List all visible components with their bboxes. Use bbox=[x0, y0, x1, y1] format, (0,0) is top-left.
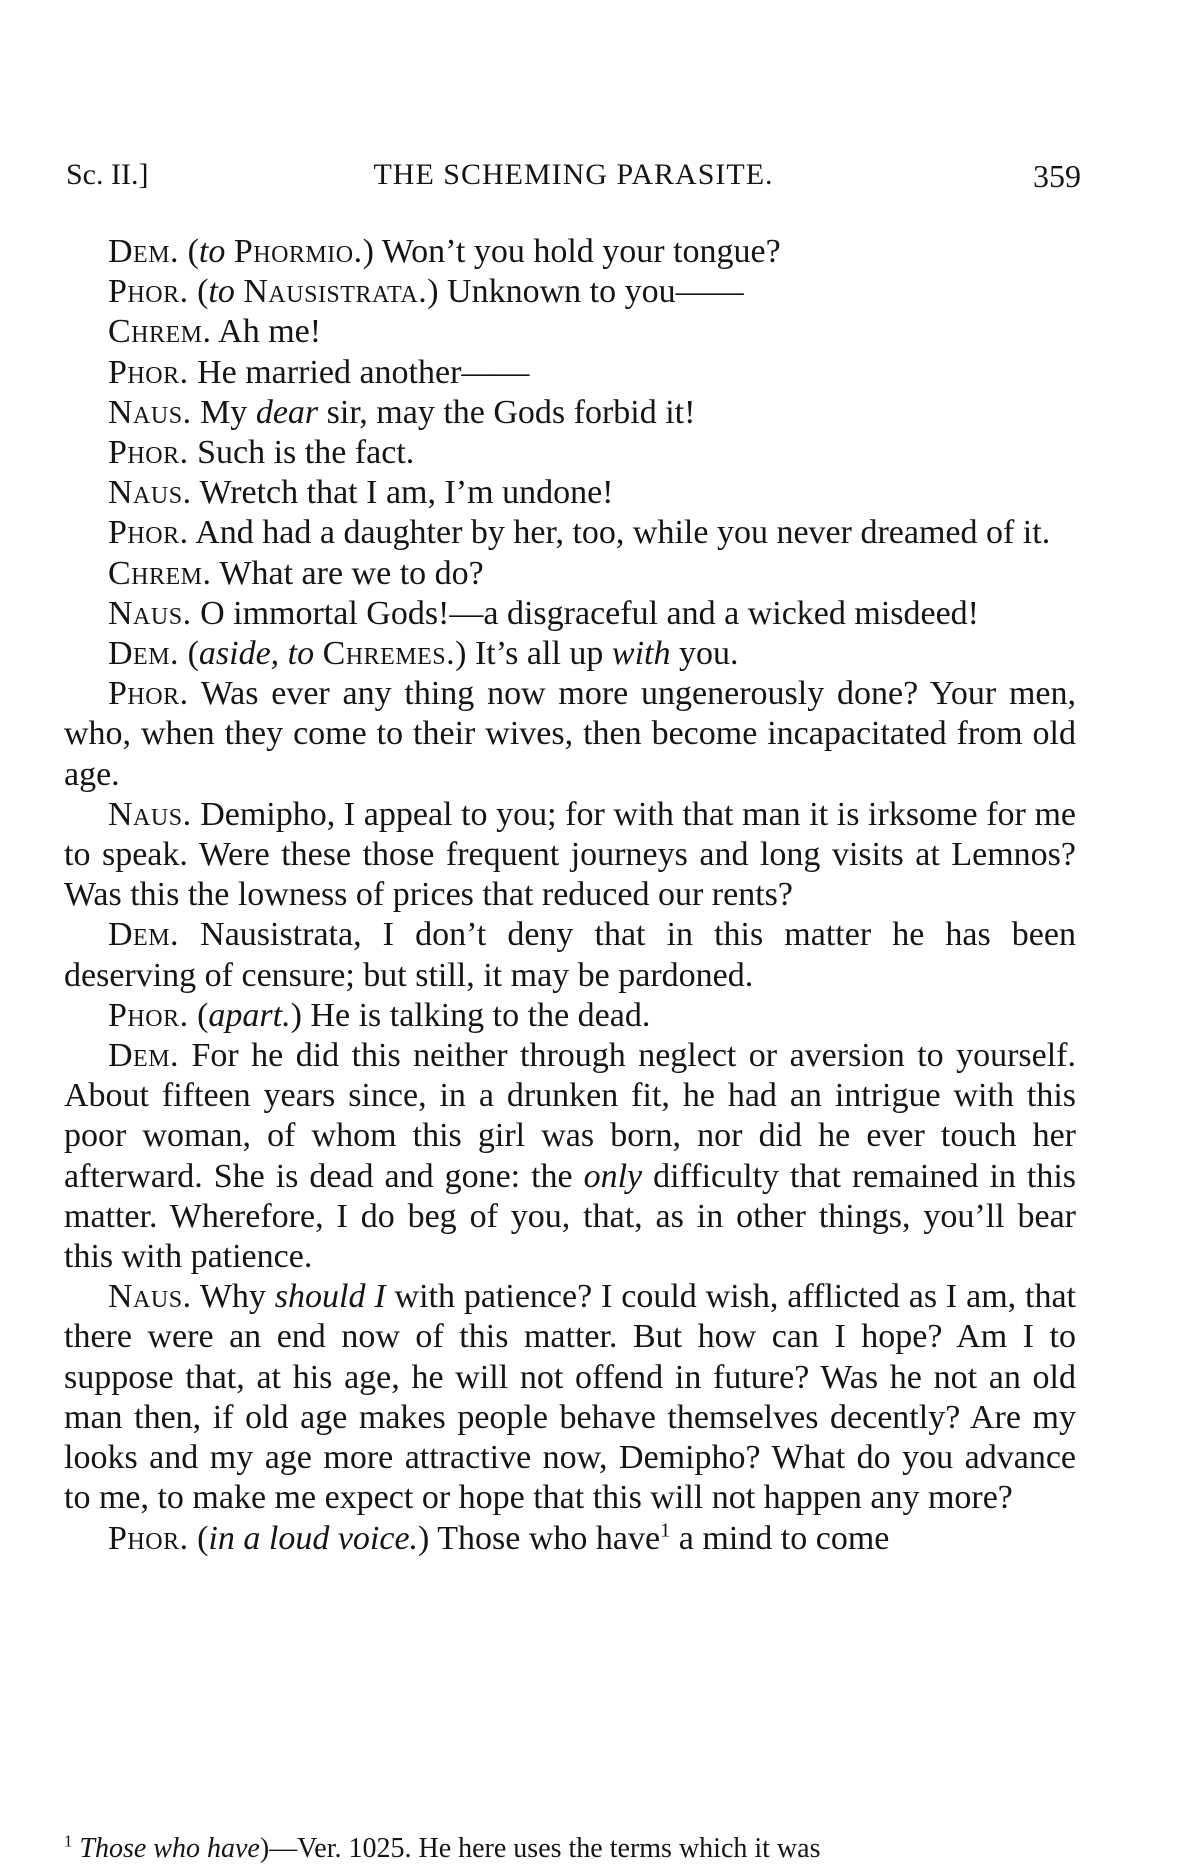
speech-text: Such is the fact. bbox=[188, 434, 415, 472]
speech-text: ( bbox=[179, 233, 199, 270]
speech-paragraph bbox=[64, 272, 1076, 312]
speech-text: ) Won’t you hold your tongue? bbox=[362, 233, 781, 270]
speech-text: Ah me! bbox=[211, 313, 322, 351]
speech-text: ( bbox=[188, 273, 209, 311]
speech-paragraph bbox=[64, 634, 1076, 674]
speech-paragraph bbox=[64, 393, 1076, 433]
speech-text: Wretch that I am, I’m undone! bbox=[191, 474, 614, 512]
speech-text: ( bbox=[179, 635, 199, 673]
speech-paragraph bbox=[64, 795, 1076, 916]
speech-text: What are we to do? bbox=[211, 554, 484, 592]
speech-paragraph bbox=[64, 996, 1076, 1036]
speaker-name: Phor. bbox=[108, 514, 189, 552]
speech-text: And had a daughter by her, too, while you never dreamed of it. bbox=[188, 514, 1051, 552]
speaker-name: Naus. bbox=[108, 474, 192, 512]
speech-text: Nausistrata, I don’t deny that in this matter he has been deserving of censure; but still, it may be pardoned. bbox=[64, 916, 1076, 994]
speech-paragraph bbox=[64, 353, 1076, 393]
speaker-name: Dem. bbox=[108, 1037, 180, 1075]
speech-text: you. bbox=[670, 635, 739, 673]
speech-text: ) Those who have bbox=[418, 1519, 661, 1557]
italic-text: to bbox=[198, 233, 226, 270]
speech-paragraph bbox=[64, 513, 1076, 553]
speech-text: Was ever any thing now more ungenerously done? Your men, who, when they come to their wives, then become incapacitated from old age. bbox=[64, 675, 1076, 793]
speaker-name: Phor. bbox=[108, 353, 189, 391]
footnote-lemma: Those who have bbox=[79, 1833, 260, 1864]
italic-text: should I bbox=[274, 1278, 386, 1316]
italic-text: with bbox=[611, 635, 671, 673]
speech-text: sir, may the Gods forbid it! bbox=[318, 393, 696, 431]
speech-text: ) He is talking to the dead. bbox=[290, 996, 651, 1034]
dialogue-body bbox=[64, 232, 1076, 1559]
speech-text: ) It’s all up bbox=[455, 635, 612, 673]
speech-text: My bbox=[191, 393, 256, 431]
speech-text: He married another—— bbox=[188, 353, 530, 391]
italic-text: dear bbox=[255, 393, 319, 431]
speaker-name: Naus. bbox=[108, 1278, 192, 1316]
speaker-name: Phor. bbox=[108, 434, 189, 472]
italic-text: apart. bbox=[208, 996, 291, 1034]
page-title: THE SCHEMING PARASITE. bbox=[373, 158, 774, 191]
speaker-name: Phor. bbox=[108, 675, 189, 713]
speech-paragraph bbox=[64, 594, 1076, 634]
addressee-name: Phormio. bbox=[233, 233, 363, 270]
speech-text: Demipho, I appeal to you; for with that man it is irksome for me to speak. Were these those frequent journeys and long visits at Lemnos? Was this the lowness of prices that reduced our rents? bbox=[64, 795, 1076, 914]
speech-text: with patience? I could wish, afflicted as I am, that there were an end now of this matter. But how can I hope? Am I to suppose that, at his age, he will not offend in future? Was he not an old man then, if old age makes people behave themselves decently? Are my looks and my age more attractive now, Demipho? What do you advance to me, to make me expect or hope that this will not happen any more? bbox=[64, 1278, 1077, 1517]
speech-text bbox=[225, 233, 234, 270]
speech-text: ) Unknown to you—— bbox=[427, 273, 744, 311]
footnote bbox=[64, 1832, 1076, 1866]
footnote-text: )—Ver. 1025. He here uses the terms which it was bbox=[259, 1833, 821, 1864]
speaker-name: Naus. bbox=[108, 795, 192, 833]
speech-paragraph bbox=[64, 554, 1076, 594]
speaker-name: Phor. bbox=[108, 273, 189, 311]
speech-paragraph bbox=[64, 473, 1076, 513]
scene-marker: Sc. II.] bbox=[66, 158, 149, 191]
speech-text: O immortal Gods!—a disgraceful and a wicked misdeed! bbox=[191, 594, 980, 632]
addressee-name: Chremes. bbox=[322, 635, 456, 673]
speech-paragraph bbox=[64, 232, 1076, 272]
speaker-name: Phor. bbox=[108, 1519, 189, 1557]
speech-text: ( bbox=[188, 996, 209, 1034]
speech-paragraph bbox=[64, 312, 1076, 352]
speech-text bbox=[314, 635, 323, 672]
speaker-name: Dem. bbox=[108, 635, 180, 673]
speech-text: For he did this neither through neglect or aversion to yourself. About fifteen years since, in a drunken fit, he had an intrigue with this poor woman, of whom this girl was born, nor did he ever touch her afterward. She is dead and gone: the bbox=[64, 1037, 1076, 1195]
speaker-name: Dem. bbox=[108, 233, 180, 270]
speaker-name: Chrem. bbox=[108, 554, 212, 592]
speaker-name: Phor. bbox=[108, 996, 189, 1034]
italic-text: in a loud voice. bbox=[208, 1519, 419, 1557]
speaker-name: Chrem. bbox=[108, 313, 212, 351]
footnote-marker: 1 bbox=[64, 1832, 73, 1851]
speech-text: difficulty that remained in this matter. Wherefore, I do beg of you, that, as in other things, you’ll bear this with patience. bbox=[64, 1157, 1076, 1276]
speaker-name: Naus. bbox=[108, 594, 192, 632]
page-number: 359 bbox=[1033, 158, 1081, 194]
speech-paragraph bbox=[64, 1519, 1076, 1559]
speech-paragraph bbox=[64, 915, 1076, 995]
italic-text: to bbox=[208, 273, 235, 311]
italic-text: aside, to bbox=[198, 635, 315, 673]
speech-paragraph bbox=[64, 1036, 1076, 1277]
running-header bbox=[66, 158, 1081, 202]
speech-text: Why bbox=[191, 1278, 275, 1316]
speaker-name: Dem. bbox=[108, 916, 180, 954]
speaker-name: Naus. bbox=[108, 393, 192, 431]
speech-text: a mind to come bbox=[670, 1519, 890, 1557]
addressee-name: Nausistrata. bbox=[243, 273, 428, 311]
speech-text: ( bbox=[188, 1519, 209, 1557]
speech-paragraph bbox=[64, 674, 1076, 795]
speech-paragraph bbox=[64, 1277, 1076, 1518]
footnote-reference: 1 bbox=[660, 1519, 671, 1542]
italic-text: only bbox=[583, 1157, 643, 1195]
speech-paragraph bbox=[64, 433, 1076, 473]
